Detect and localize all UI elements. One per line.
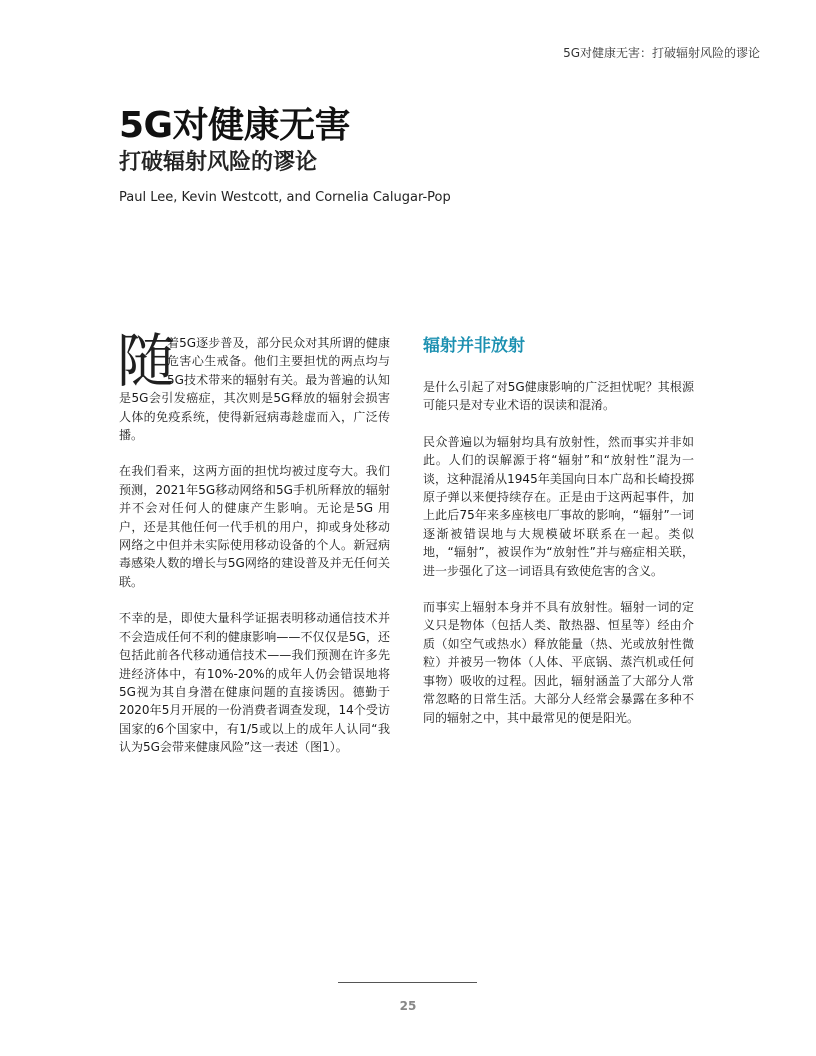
article-title: 5G对健康无害 [119, 105, 351, 146]
paragraph-5: 民众普遍以为辐射均具有放射性，然而事实并非如此。人们的误解源于将“辐射”和“放射性”混为一谈，这种混淆从1945年美国向日本广岛和长崎投掷原子弹以来便持续存在。正是由于这两起事件，加上此后75年来多座核电厂事故的影响，“辐射”一词逐渐被错误地与大规模破坏联系在一起。类似地，“辐射”，被误作为“放射性”并与癌症相关联，进一步强化了这一词语具有致使危害的含义。 [423, 434, 694, 578]
footer-divider [338, 982, 477, 983]
section-heading: 辐射并非放射 [423, 336, 525, 356]
paragraph-3: 不幸的是，即使大量科学证据表明移动通信技术并不会造成任何不利的健康影响——不仅仅是5G，还包括此前各代移动通信技术——我们预测在许多先进经济体中，有10%-20%的成年人仍会错误地将5G视为其自身潜在健康问题的直接诱因。德勤于2020年5月开展的一份消费者调查发现，14个受访国家的6个国家中，有1/5或以上的成年人认同“我认为5G会带来健康风险”这一表述（图1）。 [119, 611, 390, 755]
drop-cap: 随 [117, 327, 176, 395]
paragraph-4: 是什么引起了对5G健康影响的广泛担忧呢？其根源可能只是对专业术语的误读和混淆。 [423, 380, 694, 413]
paragraph-6: 而事实上辐射本身并不具有放射性。辐射一词的定义只是物体（包括人类、散热器、恒星等）经由介质（如空气或热水）释放能量（热、光或放射性微粒）并被另一物体（人体、平底锅、蒸汽机或任何事物）吸收的过程。因此，辐射涵盖了大部分人常常忽略的日常生活。大部分人经常会暴露在多种不同的辐射之中，其中最常见的便是阳光。 [423, 600, 694, 725]
intro-paragraph-text: 着5G逐步普及，部分民众对其所谓的健康危害心生戒备。他们主要担忧的两点均与5G技术带来的辐射有关。最为普遍的认知是5G会引发癌症，其次则是5G释放的辐射会损害人体的免疫系统，使得新冠病毒趁虚而入，广泛传播。 [119, 336, 390, 443]
right-column [423, 334, 694, 745]
left-column [117, 327, 390, 775]
intro-paragraph [117, 327, 390, 444]
paragraph-2: 在我们看来，这两方面的担忧均被过度夸大。我们预测，2021年5G移动网络和5G手机所释放的辐射并不会对任何人的健康产生影响。无论是5G 用户，还是其他任何一代手机的用户，抑或身处移动网络之中但并未实际使用移动设备的个人。新冠病毒感染人数的增长与5G网络的建设普及并无任何关联。 [119, 464, 390, 589]
author-byline: Paul Lee, Kevin Westcott, and Cornelia Calugar-Pop [119, 190, 451, 205]
article-subtitle: 打破辐射风险的谬论 [119, 150, 318, 175]
page-number: 25 [399, 999, 417, 1013]
running-head: 5G对健康无害：打破辐射风险的谬论 [563, 46, 760, 60]
